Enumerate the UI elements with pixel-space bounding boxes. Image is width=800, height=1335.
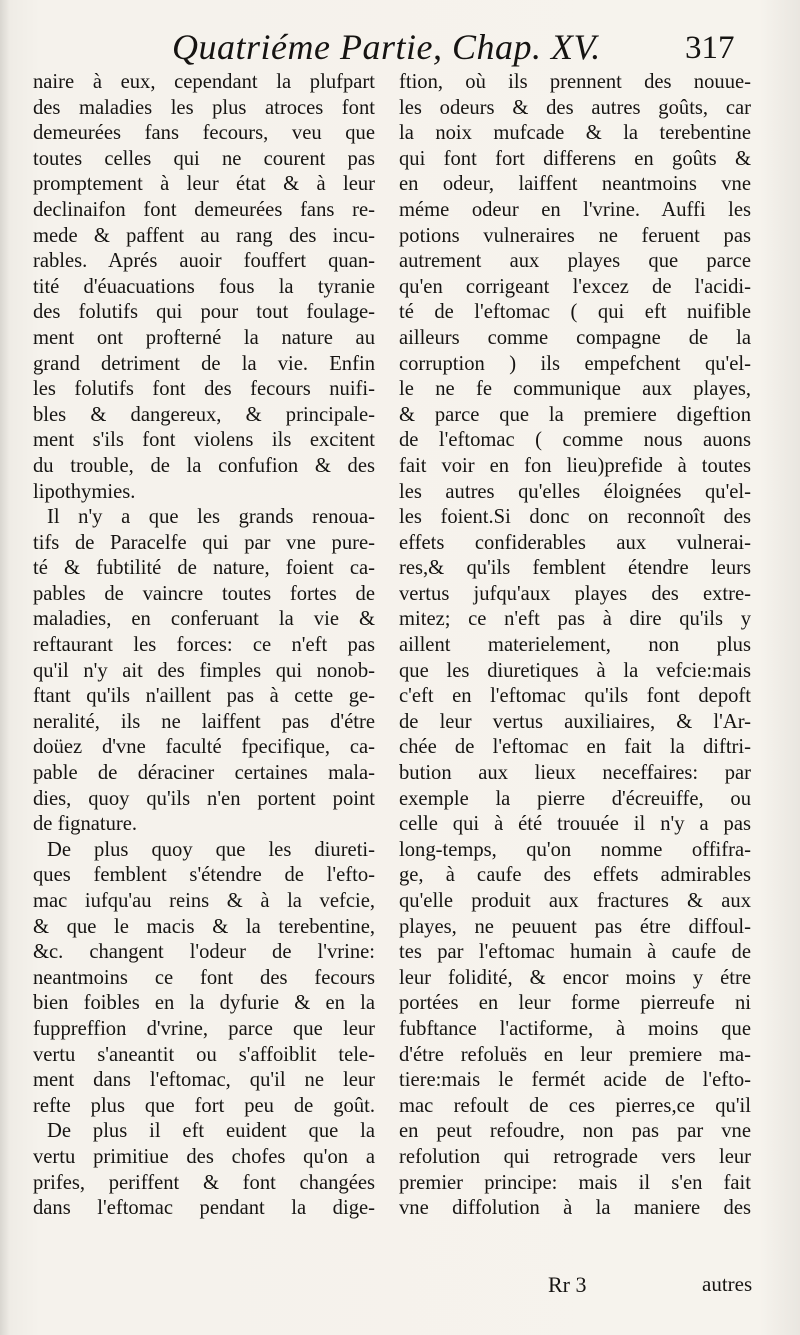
signature-mark: Rr 3 xyxy=(548,1272,587,1297)
text-line: celle qui à été trouuée il n'y a pas xyxy=(399,813,751,836)
text-line: vne diffolution à la maniere des xyxy=(399,1197,751,1220)
text-line: naire à eux, cependant la plufpart xyxy=(33,71,375,93)
text-line: ailleurs comme compagne de la xyxy=(399,326,751,349)
text-line: la noix mufcade & la terebentine xyxy=(399,122,751,145)
text-line: De plus il eft euident que la xyxy=(47,1120,375,1143)
text-line: neralité, ils ne laiffent pas d'étre xyxy=(33,710,375,733)
text-line: les odeurs & des autres goûts, car xyxy=(399,96,751,119)
text-line: maladies, en conferuant la vie & xyxy=(33,608,375,631)
page-header xyxy=(0,20,800,76)
text-line: effets confiderables aux vulnerai- xyxy=(399,531,751,554)
text-line: les foient.Si donc on reconnoît des xyxy=(399,506,751,529)
text-line: mitez; ce n'eft pas à dire qu'ils y xyxy=(399,608,751,631)
text-line: refolution qui retrograde vers leur xyxy=(399,1145,751,1168)
text-line: les folutifs font des fecours nuifi- xyxy=(33,378,375,401)
text-line: refte plus que fort peu de goût. xyxy=(33,1094,375,1117)
text-line: pables de vaincre toutes fortes de xyxy=(33,582,375,605)
text-line: de l'eftomac ( comme nous auons xyxy=(399,429,751,452)
text-line: long-temps, qu'on nomme offifra- xyxy=(399,838,751,861)
page-footer xyxy=(0,1272,800,1312)
text-line: Il n'y a que les grands renoua- xyxy=(47,506,375,529)
text-line: lipothymies. xyxy=(33,480,136,503)
text-line: vertus jufqu'aux playes des extre- xyxy=(399,582,751,605)
left-text-column xyxy=(33,70,375,1222)
text-line: tifs de Paracelfe qui par vne pure- xyxy=(33,531,375,554)
text-line: té & fubtilité de nature, foient ca- xyxy=(33,557,375,580)
text-line: & que le macis & la terebentine, xyxy=(33,915,375,938)
text-line: prifes, periffent & font changées xyxy=(33,1171,375,1194)
text-line: qu'en corrigeant l'excez de l'acidi- xyxy=(399,275,751,298)
text-line: declinaifon font demeurées fans re- xyxy=(33,198,375,221)
text-line: qu'elle produit aux fractures & aux xyxy=(399,890,751,912)
text-line: aillent materielement, non plus xyxy=(399,634,751,657)
text-line: doüez d'vne faculté fpecifique, ca- xyxy=(33,736,375,759)
text-line: playes, ne peuuent pas étre diffoul- xyxy=(399,915,751,938)
text-line: méme odeur en l'vrine. Auffi les xyxy=(399,198,751,221)
text-line: ge, à caufe des effets admirables xyxy=(399,864,751,887)
text-line: d'étre refoluës en leur premiere ma- xyxy=(399,1043,751,1066)
text-line: bution aux lieux neceffaires: par xyxy=(399,762,751,785)
text-line: demeurées fans fecours, veu que xyxy=(33,122,375,145)
text-line: potions vulneraires ne feruent pas xyxy=(399,224,751,247)
text-line: té de l'eftomac ( qui eft nuifible xyxy=(399,301,751,324)
running-head: Quatriéme Partie, Chap. XV. xyxy=(172,27,601,67)
text-line: res,& qu'ils femblent étendre leurs xyxy=(399,557,751,580)
text-line: &c. changent l'odeur de l'vrine: xyxy=(33,941,375,964)
text-line: mac iufqu'au reins & à la vefcie, xyxy=(33,890,375,912)
text-line: bles & dangereux, & principale- xyxy=(33,403,375,426)
text-line: des maladies les plus atroces font xyxy=(33,96,375,119)
text-line: bien foibles en la dyfurie & en la xyxy=(33,992,375,1015)
text-line: tiere:mais le fermét acide de l'efto- xyxy=(399,1069,751,1092)
text-line: du trouble, de la confufion & des xyxy=(33,454,375,477)
text-line: ment ont profterné la nature au xyxy=(33,326,375,349)
text-line: portées en leur forme pierreufe ni xyxy=(399,992,751,1015)
text-line: ftant qu'ils n'aillent pas à cette ge- xyxy=(33,685,375,708)
text-line: ftion, où ils prennent des nouue- xyxy=(399,71,751,93)
text-line: des folutifs qui pour tout foulage- xyxy=(33,301,375,324)
text-line: vertu primitiue des chofes qu'on a xyxy=(33,1145,375,1168)
text-line: pable de déraciner certaines mala- xyxy=(33,762,375,785)
text-line: qu'il n'y ait des fimples qui nonob- xyxy=(33,659,375,682)
text-line: promptement à leur état & à leur xyxy=(33,173,375,196)
text-line: les autres qu'elles éloignées qu'el- xyxy=(399,480,751,503)
text-line: exemple la pierre d'écreuiffe, ou xyxy=(399,787,751,810)
text-line: vertu s'aneantit ou s'affoiblit tele- xyxy=(33,1043,375,1066)
text-line: autrement aux playes que parce xyxy=(399,250,751,273)
text-line: dies, quoy qu'ils n'en portent point xyxy=(33,787,375,810)
right-text-column xyxy=(399,70,751,1222)
text-line: De plus quoy que les diureti- xyxy=(47,838,375,861)
text-line: & parce que la premiere digeftion xyxy=(399,403,751,426)
text-line: mede & paffent au rang des incu- xyxy=(33,224,375,247)
text-line: tité d'éuacuations fous la tyranie xyxy=(33,275,375,298)
text-line: tes par l'eftomac humain à caufe de xyxy=(399,941,751,964)
text-line: rables. Aprés auoir fouffert quan- xyxy=(33,250,375,273)
text-line: que les diuretiques à la vefcie:mais xyxy=(399,659,751,682)
text-line: grand detriment de la vie. Enfin xyxy=(33,352,375,375)
text-line: leur folidité, & encor moins y étre xyxy=(399,966,751,989)
text-line: de leur vertus auxiliaires, & l'Ar- xyxy=(399,710,751,733)
text-line: fubftance l'actiforme, à moins que xyxy=(399,1017,751,1040)
text-line: ment dans l'eftomac, qu'il ne leur xyxy=(33,1069,375,1092)
text-line: corruption ) ils empefchent qu'el- xyxy=(399,352,751,375)
text-line: de fignature. xyxy=(33,813,138,836)
text-line: ment s'ils font violens ils excitent xyxy=(33,429,375,452)
text-line: reftaurant les forces: ce n'eft pas xyxy=(33,634,375,657)
text-line: chée de l'eftomac en fait la diftri- xyxy=(399,736,751,759)
text-line: en peut refoudre, non pas par vne xyxy=(399,1120,751,1143)
text-line: ques femblent s'étendre de l'efto- xyxy=(33,864,375,887)
text-line: c'eft en l'eftomac qu'ils font depoft xyxy=(399,685,751,708)
text-line: en odeur, laiffent neantmoins vne xyxy=(399,173,751,196)
catchword: autres xyxy=(702,1272,753,1296)
text-line: qui font fort differens en goûts & xyxy=(399,147,751,170)
text-line: premier principe: mais il s'en fait xyxy=(399,1171,751,1194)
text-line: mac refoult de ces pierres,ce qu'il xyxy=(399,1094,751,1117)
text-line: neantmoins ce font des fecours xyxy=(33,966,375,989)
text-line: le ne fe communique aux playes, xyxy=(399,378,751,401)
text-line: dans l'eftomac pendant la dige- xyxy=(33,1197,375,1220)
text-line: fait voir en fon lieu)prefide à toutes xyxy=(399,454,751,477)
text-line: fuppreffion d'vrine, parce que leur xyxy=(33,1017,375,1040)
page-number: 317 xyxy=(685,30,735,66)
text-line: toutes celles qui ne courent pas xyxy=(33,147,375,170)
